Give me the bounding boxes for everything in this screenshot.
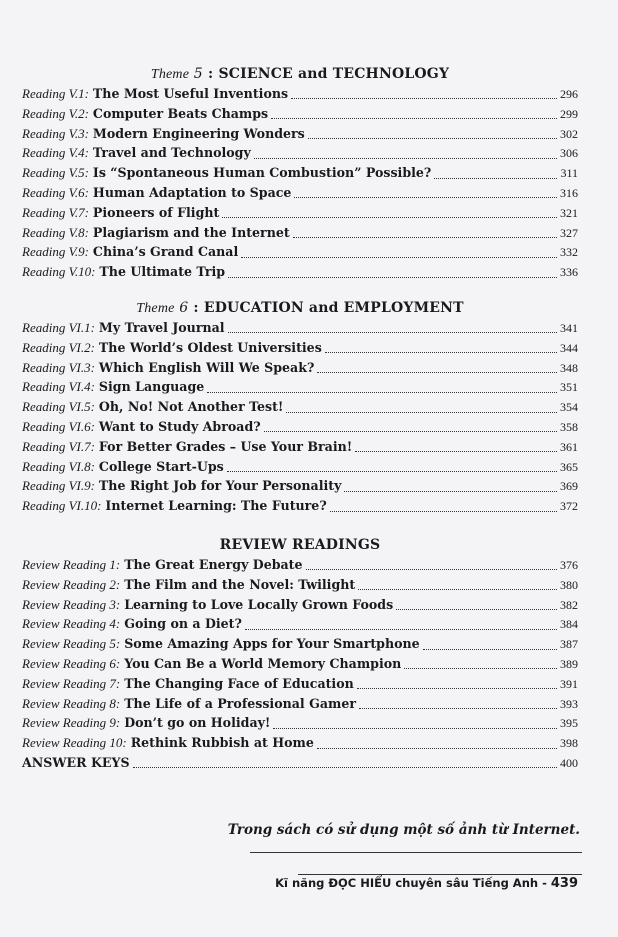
toc-entry-page-number: 372 [560,499,578,514]
footer-divider [298,874,582,875]
toc-entry-label: Reading V.7: [22,204,89,220]
toc-entry-label: Reading VI.9: [22,478,95,494]
dot-leader [241,257,557,258]
dot-leader [404,668,557,669]
toc-entry-label: Review Reading 10: [22,735,127,751]
toc-entry-title: Modern Engineering Wonders [92,125,305,141]
toc-entry-label: Review Reading 4: [22,616,121,632]
toc-entry [22,183,578,203]
toc-entry-label: Reading V.3: [22,125,89,141]
toc-entry [22,417,578,437]
toc-entry-title: China’s Grand Canal [92,244,239,260]
toc-entry-title: Plagiarism and the Internet [92,224,290,240]
toc-entry-page-number: 382 [560,597,578,612]
toc-entry-page-number: 387 [560,637,578,652]
dot-leader [245,629,557,630]
toc-entry [22,262,578,282]
toc-entry [22,104,578,124]
toc-entry-label: Reading VI.8: [22,458,95,474]
toc-entry [22,575,578,595]
toc-entry [22,694,578,714]
footer-book-title: Kĩ năng ĐỌC HIỂU chuyên sâu Tiếng Anh - [275,876,547,890]
toc-entry-page-number: 316 [560,185,578,200]
toc-entry [22,674,578,694]
toc-entry-title: Pioneers of Flight [92,204,220,220]
review-readings-toc-list [22,555,578,773]
toc-entry-label: Review Reading 6: [22,655,121,671]
toc-entry [22,634,578,654]
dot-leader [133,767,557,768]
toc-entry-page-number: 302 [560,126,578,141]
dot-leader [294,197,557,198]
toc-entry [22,358,578,378]
toc-entry [22,555,578,575]
toc-entry-label: Reading V.9: [22,244,89,260]
toc-entry [22,143,578,163]
dot-leader [434,178,557,179]
dot-leader [254,158,557,159]
toc-entry [22,614,578,634]
toc-entry-label: Reading VI.7: [22,438,95,454]
theme-6-toc-list [22,318,578,516]
toc-entry-title: ANSWER KEYS [22,754,130,770]
toc-entry-page-number: 306 [560,146,578,161]
toc-entry-label: Reading V.5: [22,165,89,181]
toc-entry-page-number: 354 [560,400,578,415]
dot-leader [317,372,557,373]
toc-entry-page-number: 332 [560,245,578,260]
toc-entry-title: The Ultimate Trip [99,264,226,280]
dot-leader [291,98,557,99]
toc-entry [22,338,578,358]
toc-entry-page-number: 361 [560,439,578,454]
toc-entry-page-number: 348 [560,360,578,375]
toc-entry-title: Human Adaptation to Space [92,184,292,200]
theme-5-toc-list [22,84,578,282]
toc-entry [22,733,578,753]
toc-entry-page-number: 369 [560,479,578,494]
toc-entry-label: Reading VI.5: [22,399,95,415]
toc-entry-title: The World’s Oldest Universities [98,339,322,355]
dot-leader [273,728,557,729]
note-divider [250,852,582,853]
toc-entry-label: Review Reading 8: [22,695,121,711]
toc-entry-title: The Most Useful Inventions [92,86,289,101]
toc-entry-page-number: 391 [560,676,578,691]
toc-entry-page-number: 400 [560,755,578,770]
toc-entry-label: Reading V.1: [22,86,89,101]
dot-leader [317,748,557,749]
dot-leader [286,412,557,413]
toc-entry-title: For Better Grades – Use Your Brain! [98,438,353,454]
toc-entry [22,124,578,144]
toc-entry-title: The Right Job for Your Personality [98,478,342,494]
toc-entry-page-number: 376 [560,558,578,572]
toc-entry-label: Reading VI.10: [22,498,102,514]
toc-entry-page-number: 389 [560,656,578,671]
toc-entry-page-number: 327 [560,225,578,240]
dot-leader [344,491,557,492]
review-readings-heading: REVIEW READINGS [219,537,381,553]
toc-entry-title: Sign Language [98,379,205,395]
toc-entry-label: Review Reading 7: [22,675,121,691]
toc-entry-page-number: 393 [560,696,578,711]
toc-entry-page-number: 299 [560,106,578,121]
toc-entry [22,753,578,773]
toc-entry-title: You Can Be a World Memory Champion [124,655,402,671]
dot-leader [355,451,557,452]
dot-leader [357,688,557,689]
toc-entry-title: Internet Learning: The Future? [105,498,327,514]
theme-6-heading: Theme 6 : EDUCATION and EMPLOYMENT [136,300,464,316]
dot-leader [227,471,557,472]
internet-images-note: Trong sách có sử dụng một số ảnh từ Internet. [227,822,580,838]
toc-entry-title: Computer Beats Champs [92,105,269,121]
toc-entry-page-number: 296 [560,87,578,101]
toc-entry [22,496,578,516]
dot-leader [222,217,557,218]
page-footer [275,876,578,891]
dot-leader [271,118,557,119]
dot-leader [359,708,557,709]
toc-entry [22,163,578,183]
toc-entry-label: Reading VI.3: [22,359,95,375]
toc-entry [22,242,578,262]
toc-entry [22,397,578,417]
toc-entry [22,203,578,223]
dot-leader [396,609,557,610]
dot-leader [330,511,557,512]
toc-entry-title: Travel and Technology [92,145,251,161]
toc-entry-label: Review Reading 1: [22,557,121,572]
toc-entry-page-number: 358 [560,419,578,434]
toc-entry [22,318,578,338]
toc-entry-label: Reading V.2: [22,105,89,121]
toc-entry-label: Reading V.8: [22,224,89,240]
review-readings-section [22,535,578,773]
toc-entry-title: Some Amazing Apps for Your Smartphone [124,636,420,652]
dot-leader [358,589,557,590]
toc-entry-label: Reading VI.1: [22,320,95,335]
toc-entry [22,84,578,104]
theme-5-section [22,64,578,282]
toc-entry [22,595,578,615]
toc-entry-label: Review Reading 9: [22,715,121,731]
toc-entry-label: Review Reading 3: [22,596,121,612]
dot-leader [228,277,557,278]
toc-entry-title: The Great Energy Debate [124,557,303,572]
toc-entry-label: Reading VI.6: [22,418,95,434]
toc-entry [22,437,578,457]
toc-entry-page-number: 341 [560,321,578,335]
toc-entry-label: Reading V.6: [22,184,89,200]
toc-entry-title: Rethink Rubbish at Home [130,735,314,751]
toc-entry-title: The Film and the Novel: Twilight [124,576,356,592]
toc-entry-label: Reading V.10: [22,264,96,280]
toc-entry-page-number: 398 [560,736,578,751]
toc-entry-label: Review Reading 5: [22,636,121,652]
dot-leader [228,332,557,333]
dot-leader [306,569,557,570]
toc-entry-label: Reading V.4: [22,145,89,161]
toc-entry [22,476,578,496]
dot-leader [308,138,557,139]
toc-entry [22,377,578,397]
toc-entry-page-number: 351 [560,380,578,395]
toc-entry-title: Learning to Love Locally Grown Foods [124,596,394,612]
toc-entry [22,223,578,243]
toc-entry-title: Going on a Diet? [124,616,242,632]
toc-entry-title: Want to Study Abroad? [98,418,261,434]
toc-entry-title: Oh, No! Not Another Test! [98,399,284,415]
toc-entry-page-number: 321 [560,205,578,220]
toc-entry-title: Which English Will We Speak? [98,359,315,375]
toc-entry-title: Is “Spontaneous Human Combustion” Possible? [92,165,432,181]
toc-entry-title: College Start-Ups [98,458,224,474]
toc-entry [22,457,578,477]
toc-entry-title: My Travel Journal [98,320,225,335]
toc-entry-title: The Changing Face of Education [124,675,354,691]
dot-leader [264,431,557,432]
toc-entry-page-number: 395 [560,716,578,731]
toc-entry-title: The Life of a Professional Gamer [124,695,356,711]
toc-entry-label: Reading VI.4: [22,379,95,395]
toc-entry-page-number: 380 [560,577,578,592]
toc-entry-page-number: 336 [560,265,578,280]
dot-leader [325,352,557,353]
toc-entry-page-number: 365 [560,459,578,474]
toc-entry-page-number: 384 [560,617,578,632]
theme-5-heading: Theme 5 : SCIENCE and TECHNOLOGY [150,66,450,82]
toc-entry-title: Don’t go on Holiday! [124,715,271,731]
footer-page-number: 439 [550,876,578,891]
toc-entry-label: Reading VI.2: [22,339,95,355]
dot-leader [293,237,557,238]
toc-entry-page-number: 311 [560,166,578,181]
theme-6-section [22,298,578,516]
toc-entry-label: Review Reading 2: [22,576,121,592]
toc-entry [22,713,578,733]
toc-entry [22,654,578,674]
dot-leader [207,392,557,393]
dot-leader [423,649,557,650]
toc-entry-page-number: 344 [560,340,578,355]
